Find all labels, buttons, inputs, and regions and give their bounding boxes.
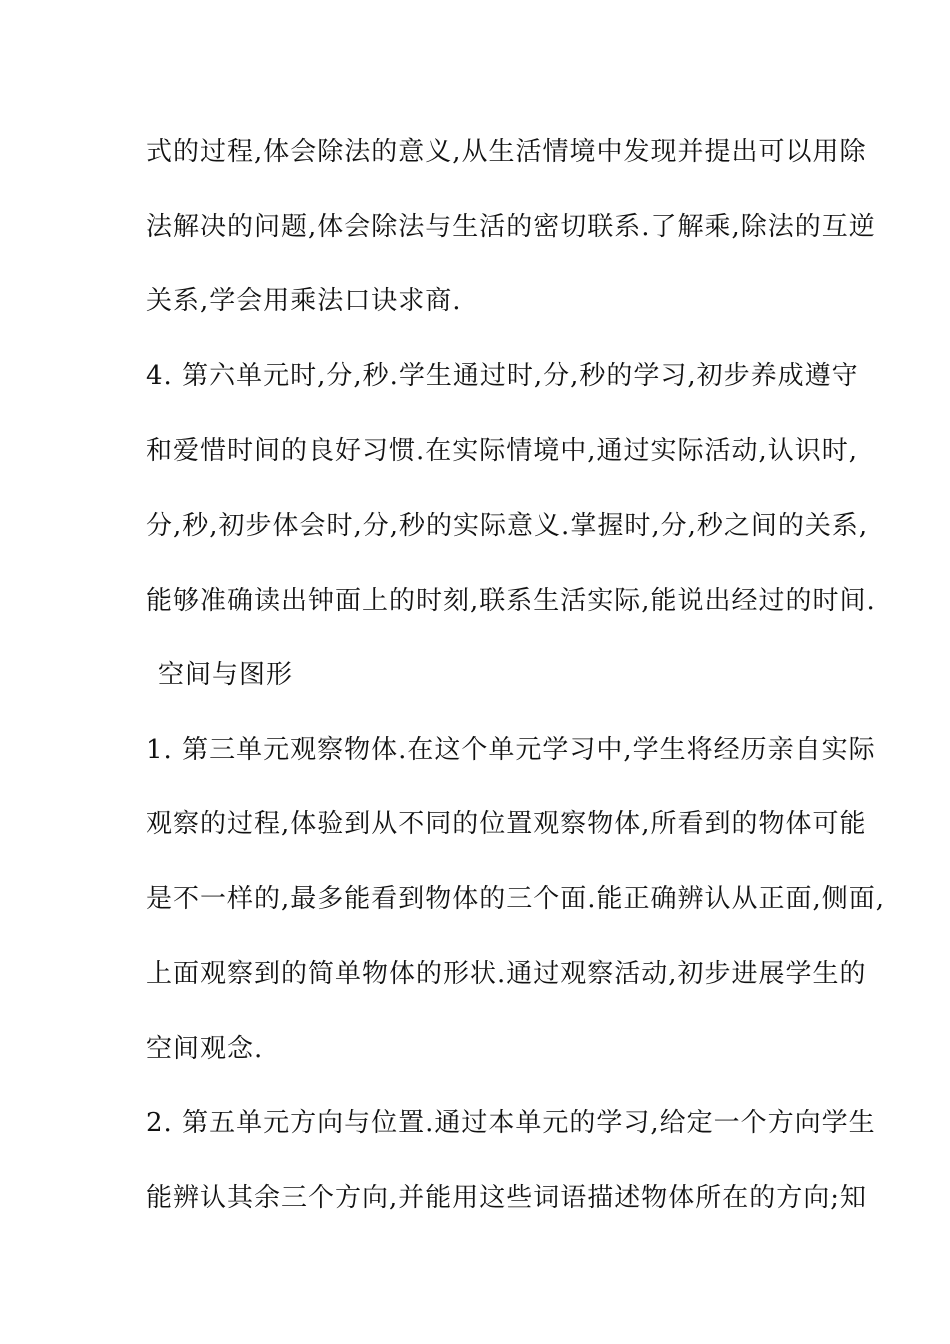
text-line: 上面观察到的简单物体的形状.通过观察活动,初步进展学生的 (146, 959, 867, 989)
text-line: 关系,学会用乘法口诀求商. (146, 286, 462, 316)
text-line: 式的过程,体会除法的意义,从生活情境中发现并提出可以用除 (146, 137, 867, 167)
text-line: 2. 第五单元方向与位置.通过本单元的学习,给定一个方向学生 (146, 1108, 876, 1138)
text-line: 能辨认其余三个方向,并能用这些词语描述物体所在的方向;知 (146, 1183, 868, 1213)
text-line: 空间观念. (146, 1034, 264, 1064)
text-line: 观察的过程,体验到从不同的位置观察物体,所看到的物体可能 (146, 809, 867, 839)
section-heading: 空间与图形 (158, 660, 294, 690)
text-line: 分,秒,初步体会时,分,秒的实际意义.掌握时,分,秒之间的关系, (146, 511, 869, 541)
text-line: 1. 第三单元观察物体.在这个单元学习中,学生将经历亲自实际 (146, 735, 876, 765)
text-line: 能够准确读出钟面上的时刻,联系生活实际,能说出经过的时间. (146, 586, 876, 616)
text-line: 法解决的问题,体会除法与生活的密切联系.了解乘,除法的互逆 (146, 212, 876, 242)
text-line: 4. 第六单元时,分,秒.学生通过时,分,秒的学习,初步养成遵守 (146, 361, 859, 391)
text-line: 是不一样的,最多能看到物体的三个面.能正确辨认从正面,侧面, (146, 884, 886, 914)
text-line: 和爱惜时间的良好习惯.在实际情境中,通过实际活动,认识时, (146, 436, 859, 466)
